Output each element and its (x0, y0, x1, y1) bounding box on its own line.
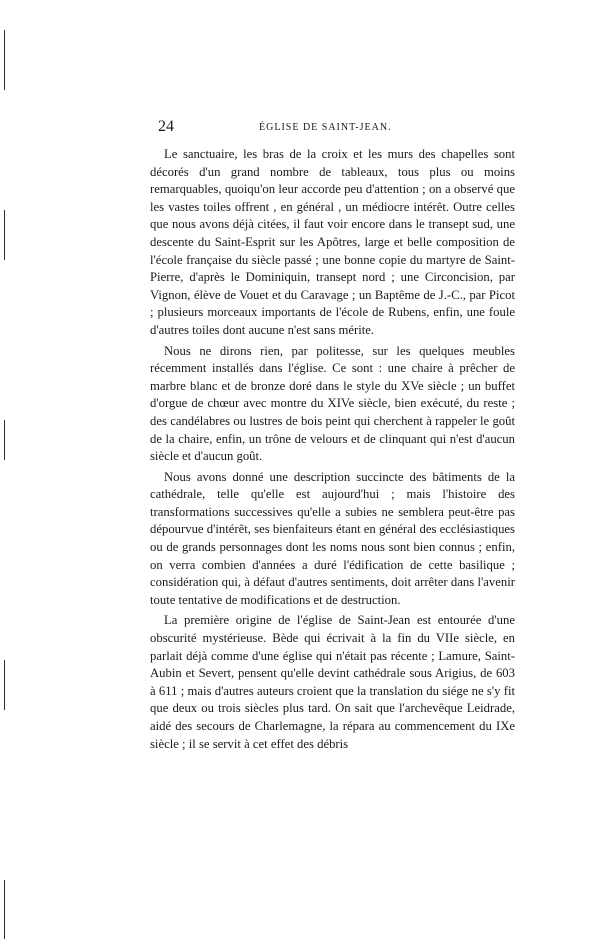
page-edge-line (4, 880, 5, 939)
paragraph: La première origine de l'église de Saint-Jean est entourée d'une obscurité mystérieuse. Bède qui écrivait à la fin du VIIe siècle, en parlait déjà comme d'une église qui n'était pas récente ; Lamure, Saint-Aubin et Severt, pensent qu'elle devint cathédrale sous Arigius, de 603 à 611 ; mais d'autres auteurs croient que la translation du siége ne s'y fit que deux ou trois siècles plus tard. On sait que l'archevêque Leidrade, aidé des secours de Charlemagne, la répara au commencement du IXe siècle ; il se servit à cet effet des débris (150, 613, 515, 751)
page-edge-line (4, 420, 5, 460)
page-edge-line (4, 660, 5, 710)
running-header (150, 118, 515, 140)
page-edge-line (4, 30, 5, 90)
book-page (150, 118, 515, 753)
paragraph: Le sanctuaire, les bras de la croix et les murs des chapelles sont décorés d'un grand nombre de tableaux, tous plus ou moins remarquables, quoiqu'on leur accorde peu d'attention ; on a observé que les vastes toiles offrent , en général , un médiocre intérêt. Outre celles que nous avons déjà citées, il faut voir encore dans le transept sud, une descente du Saint-Esprit sur les Apôtres, large et belle composition de l'école française du siècle passé ; une bonne copie du martyre de Saint-Pierre, d'après le Dominiquin, transept nord ; une Circoncision, par Vignon, élève de Vouet et du Caravage ; un Baptême de J.-C., par Picot ; plusieurs morceaux importants de l'école de Rubens, enfin, une foule d'autres toiles dont aucune n'est sans mérite. (150, 147, 515, 337)
paragraph: Nous ne dirons rien, par politesse, sur les quelques meubles récemment installés dans l'église. Ce sont : une chaire à prêcher de marbre blanc et de bronze doré dans le style du XVe siècle ; un buffet d'orgue de chœur avec montre du XIVe siècle, bien exécuté, du reste ; des candélabres ou lustres de bois peint qui cherchent à rappeler le goût de la chaire, enfin, un trône de velours et de clinquant qui n'est d'aucun siècle et d'aucun goût. (150, 343, 515, 464)
page-edge-line (4, 210, 5, 260)
paragraph: Nous avons donné une description succincte des bâtiments de la cathédrale, telle qu'elle est aujourd'hui ; mais l'histoire des transformations successives qu'elle a subies ne semblera peut-être pas dépourvue d'intérêt, ses bienfaiteurs étant en général des ecclésiastiques ou de grands personnages dont les noms nous sont bien connus ; enfin, on verra combien d'années a duré l'édification de cette basilique ; considération qui, à défaut d'autres sentiments, doit arrêter dans l'avenir toute tentative de modifications et de destruction. (150, 469, 515, 607)
page-number: 24 (158, 118, 174, 135)
running-title: ÉGLISE DE SAINT-JEAN. (259, 122, 392, 133)
